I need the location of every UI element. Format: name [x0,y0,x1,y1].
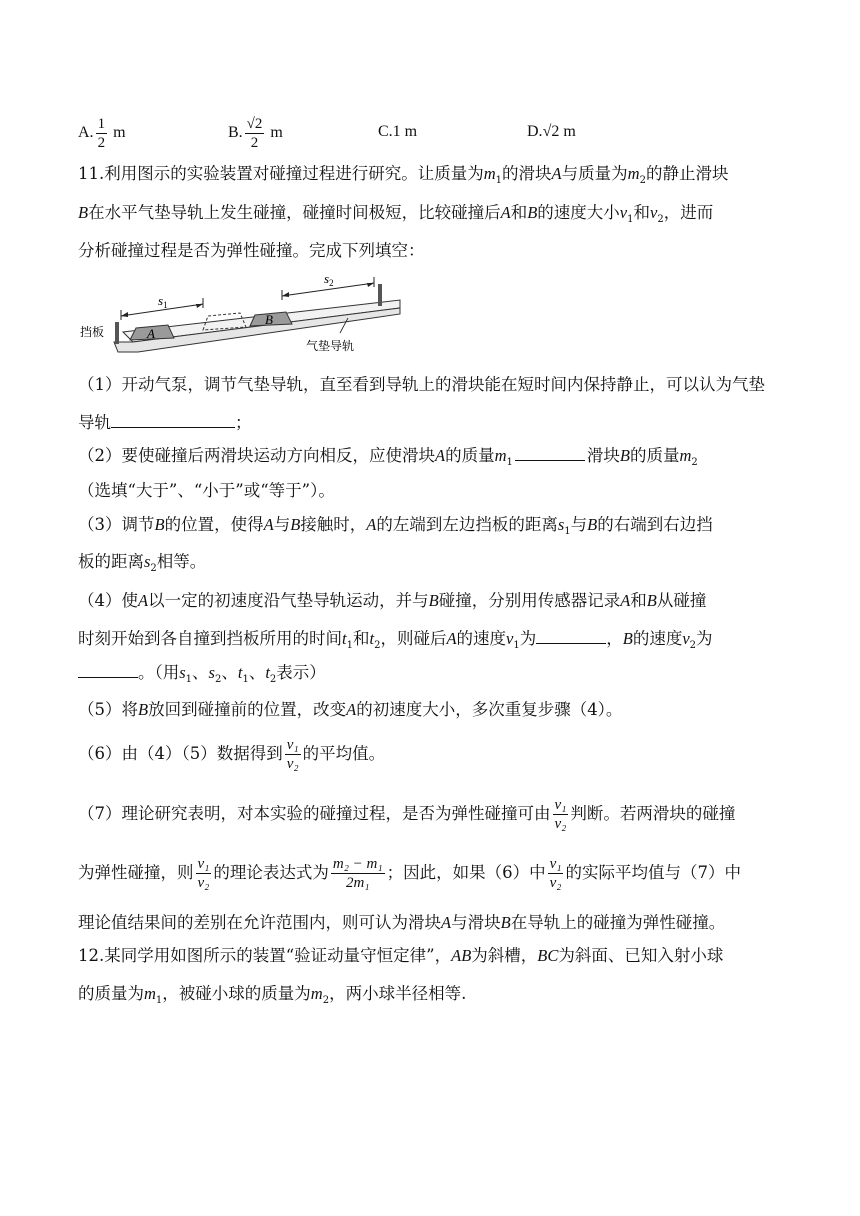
left-plate [115,322,119,344]
option-b-label: B. [228,124,243,142]
option-a-unit: m [113,124,126,142]
answer-blank-3[interactable] [536,627,606,644]
q11-step4-line3: 。（用$s_1$、$s_2$、$t_1$、$t_2$表示） [78,661,326,691]
answer-blank-2[interactable] [515,444,585,461]
q11-step5: （5）将B放回到碰撞前的位置，改变A的初速度大小，多次重复步骤（4）。 [78,700,623,719]
q11-intro-line3: 分析碰撞过程是否为弹性碰撞。完成下列填空： [78,241,425,260]
option-b-unit: m [270,124,283,142]
q11-step4-line2: 时刻开始到各自撞到挡板所用的时间$t_1$和$t_2$，则碰后A的速度$v_1$为 ，B的速度$v_2$为 [78,629,713,651]
ratio-fraction-7b: $\frac{\text{v₁}}{\text{v₂}}$ [197,856,210,891]
right-plate [378,284,382,306]
block-a-label: A [147,326,155,341]
air-track-figure [78,270,408,362]
answer-blank-1[interactable] [111,411,235,428]
option-a [78,115,126,152]
rail-label: 气垫导轨 [306,339,355,353]
q11-step7-line2: 为弹性碰撞，则 $\frac{\text{v₁}}{\text{v₂}}$ 的理论表达式为 $\frac{\text{m₂ − m₁}}{\text{2m₁}}$ ；因此，如果（6）中 $\frac{\text{v₁}}{\text{v₂}}$ 的实际平均值与（7）中 [78,856,741,891]
q11-step1-line1: （1）开动气泵，调节气垫导轨，直至看到导轨上的滑块能在短时间内保持静止，可以认为气垫 [78,375,765,394]
option-a-fraction: $\frac{1}{2}$ [97,116,106,151]
ratio-fraction-6: $\frac{\text{v₁}}{\text{v₂}}$ [286,737,299,772]
option-d: D.√2 m [527,123,576,140]
q11-intro-line2: B在水平气垫导轨上发生碰撞，碰撞时间极短，比较碰撞后A和B的速度大小$v_1$和$v_2$，进而 [78,203,714,225]
theory-expression: $\frac{\text{m₂ − m₁}}{\text{2m₁}}$ [332,856,383,891]
q11-step4-line1: （4）使A以一定的初速度沿气垫导轨运动，并与B碰撞，分别用传感器记录A和B从碰撞 [78,591,707,610]
option-a-label: A. [78,124,94,142]
answer-blank-4[interactable] [78,661,138,678]
s2-label: $s_2$ [324,271,334,288]
q12-line2: 的质量为$m_1$，被碰小球的质量为$m_2$，两小球半径相等. [78,984,467,1006]
block-b-label: B [265,312,273,327]
ratio-fraction-7c: $\frac{\text{v₁}}{\text{v₂}}$ [549,856,562,891]
q11-step2-line1: （2）要使碰撞后两滑块运动方向相反，应使滑块A的质量$m_1$ 滑块B的质量$m_2$ [78,446,698,468]
ratio-fraction-7a: $\frac{\text{v₁}}{\text{v₂}}$ [554,797,567,832]
q11-intro-line1: 11.利用图示的实验装置对碰撞过程进行研究。让质量为$m_1$的滑块A与质量为$m_2$的静止滑块 [78,164,729,186]
s1-label: $s_1$ [158,293,168,310]
option-b-fraction: $\frac{√2}{2}$ [246,116,263,151]
q11-step7-line3: 理论值结果间的差别在允许范围内，则可认为滑块A与滑块B在导轨上的碰撞为弹性碰撞。 [78,913,726,932]
plate-label: 挡板 [80,325,105,339]
option-c: C.1 m [378,123,418,140]
option-b [228,115,283,152]
q12-line1: 12.某同学用如图所示的装置“验证动量守恒定律”，AB为斜槽，BC为斜面、已知入射小球 [78,946,724,965]
q11-step3-line1: （3）调节B的位置，使得A与B接触时，A的左端到左边挡板的距离$s_1$与B的右端到右边挡 [78,515,713,537]
q11-step1-line2: 导轨 ； [78,413,252,432]
q11-step3-line2: 板的距离$s_2$相等。 [78,552,207,574]
q11-step7-line1: （7）理论研究表明，对本实验的碰撞过程，是否为弹性碰撞可由 $\frac{\text{v₁}}{\text{v₂}}$ 判断。若两滑块的碰撞 [78,797,736,832]
q11-step6: （6）由（4）（5）数据得到 $\frac{\text{v₁}}{\text{v₂}}$ 的平均值。 [78,737,386,772]
q11-step2-line2: （选填“大于”、“小于”或“等于”）。 [78,481,335,500]
option-d-value: √2 [542,123,560,140]
